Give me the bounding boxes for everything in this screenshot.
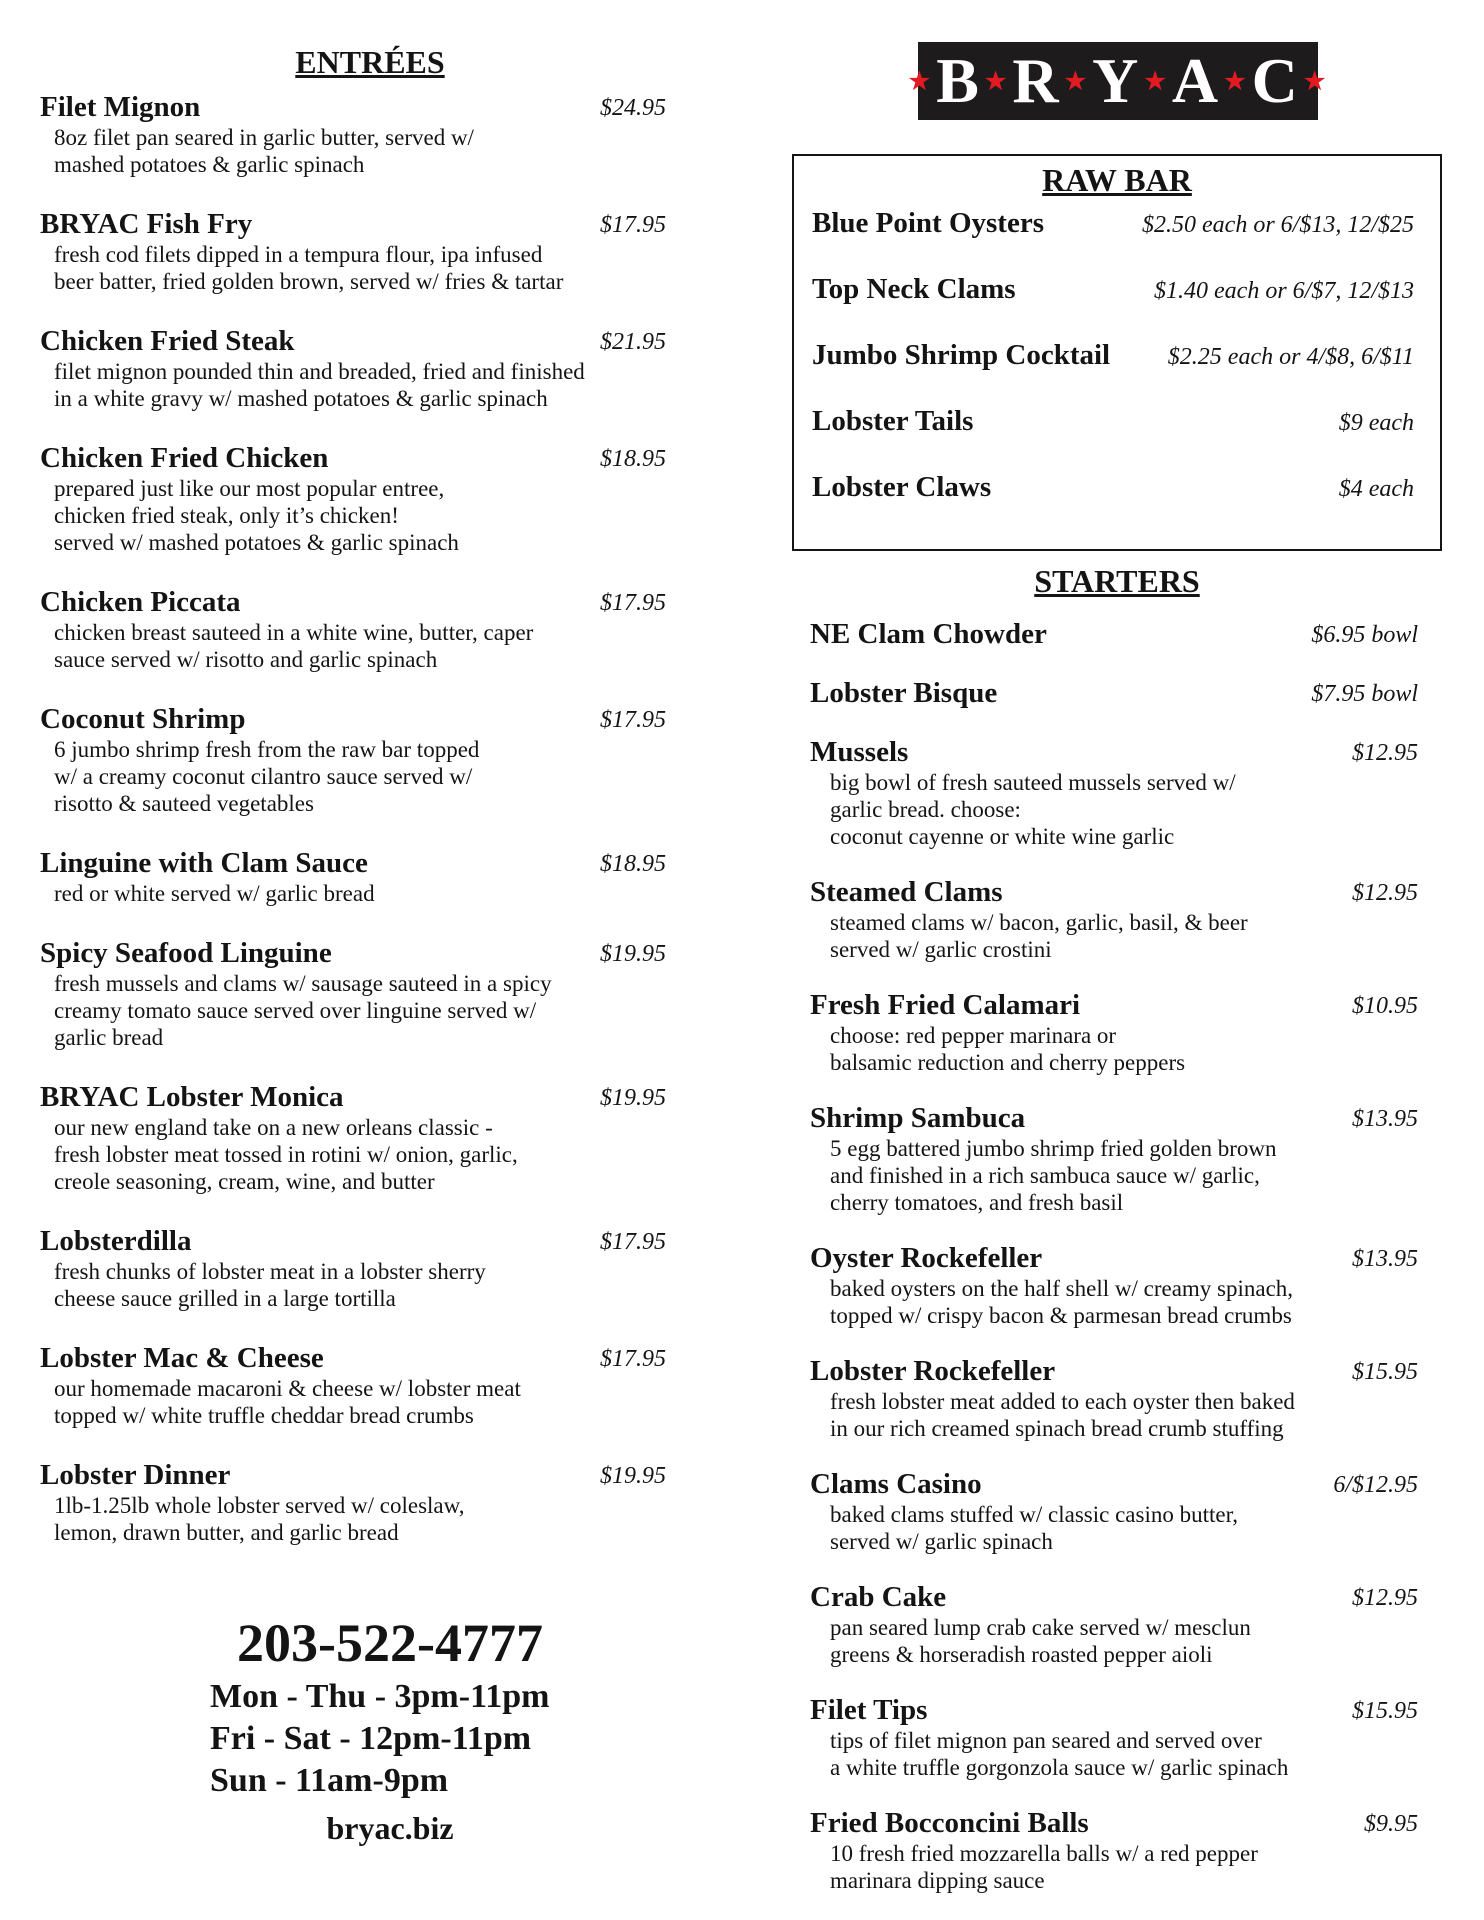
raw-bar-item-name: Jumbo Shrimp Cocktail [812, 339, 1111, 371]
raw-bar-item-price: $1.40 each or 6/$7, 12/$13 [1154, 278, 1414, 304]
raw-bar-item [794, 273, 1440, 339]
menu-item-name: Shrimp Sambuca [810, 1102, 1026, 1134]
menu-item [40, 1225, 700, 1312]
menu-item-description: tips of filet mignon pan seared and served over a white truffle gorgonzola sauce w/ garlic spinach [830, 1728, 1289, 1780]
menu-item-description: baked oysters on the half shell w/ creamy spinach, topped w/ crispy bacon & parmesan bread crumbs [830, 1276, 1294, 1328]
menu-item-price: $19.95 [600, 941, 666, 967]
star-icon: ★ [1303, 68, 1328, 95]
star-icon: ★ [1224, 68, 1248, 95]
menu-item [40, 847, 700, 907]
menu-item-price: $18.95 [600, 446, 666, 472]
starters-heading: STARTERS [1034, 563, 1200, 599]
menu-item [40, 208, 700, 295]
menu-item-name: Oyster Rockefeller [810, 1242, 1043, 1274]
menu-item-price: $17.95 [600, 590, 666, 616]
menu-item [40, 1081, 700, 1195]
menu-item [40, 1459, 700, 1546]
hours-line: Mon - Thu - 3pm-11pm [210, 1678, 550, 1715]
menu-item-name: Fried Bocconcini Balls [810, 1807, 1089, 1839]
menu-item-price: $9.95 [1364, 1811, 1418, 1837]
menu-item-name: BRYAC Lobster Monica [40, 1081, 344, 1113]
raw-bar-heading: RAW BAR [1042, 162, 1192, 198]
menu-item-price: $15.95 [1352, 1359, 1418, 1385]
menu-item-name: Lobster Rockefeller [810, 1355, 1056, 1387]
raw-bar-item [794, 339, 1440, 405]
menu-item-name: Filet Mignon [40, 91, 201, 123]
menu-item-price: $13.95 [1352, 1246, 1418, 1272]
raw-bar-item [794, 405, 1440, 471]
menu-item-description: baked clams stuffed w/ classic casino butter, served w/ garlic spinach [830, 1502, 1239, 1554]
logo-letter: B [936, 45, 981, 116]
menu-item-description: big bowl of fresh sauteed mussels served w/ garlic bread. choose: coconut cayenne or white wine garlic [830, 770, 1236, 849]
menu-item-description: chicken breast sauteed in a white wine, butter, caper sauce served w/ risotto and garlic spinach [54, 620, 534, 672]
menu-item-description: fresh mussels and clams w/ sausage sauteed in a spicy creamy tomato sauce served over linguine served w/ garlic bread [54, 971, 552, 1050]
menu-item-description: 6 jumbo shrimp fresh from the raw bar topped w/ a creamy coconut cilantro sauce served w/ risotto & sauteed vegetables [54, 737, 480, 816]
hours-line: Fri - Sat - 12pm-11pm [210, 1720, 532, 1757]
star-icon: ★ [1144, 68, 1168, 95]
menu-item-price: $17.95 [600, 1346, 666, 1372]
raw-bar-list [794, 207, 1440, 537]
menu-item-description: 8oz filet pan seared in garlic butter, served w/ mashed potatoes & garlic spinach [54, 125, 474, 177]
menu-item [40, 91, 700, 178]
menu-item-description: red or white served w/ garlic bread [54, 881, 375, 906]
menu-item-name: Lobster Bisque [810, 677, 998, 709]
raw-bar-item-name: Blue Point Oysters [812, 207, 1044, 239]
menu-item-description: 10 fresh fried mozzarella balls w/ a red pepper marinara dipping sauce [830, 1841, 1258, 1893]
menu-item [40, 1342, 700, 1429]
entrees-list [40, 91, 700, 1546]
menu-item-price: $18.95 [600, 851, 666, 877]
menu-item-name: Chicken Fried Steak [40, 325, 295, 357]
raw-bar-item-name: Lobster Claws [812, 471, 992, 503]
raw-bar-item-price: $2.50 each or 6/$13, 12/$25 [1142, 212, 1414, 238]
menu-item [792, 1242, 1442, 1329]
menu-item [792, 1694, 1442, 1781]
menu-item [792, 989, 1442, 1076]
menu-item-description: steamed clams w/ bacon, garlic, basil, & beer served w/ garlic crostini [830, 910, 1248, 962]
menu-item-price: $12.95 [1352, 740, 1418, 766]
menu-item-name: Spicy Seafood Linguine [40, 937, 332, 969]
raw-bar-item-price: $4 each [1338, 476, 1414, 502]
menu-item-description: filet mignon pounded thin and breaded, fried and finished in a white gravy w/ mashed potatoes & garlic spinach [54, 359, 585, 411]
menu-item [40, 442, 700, 556]
menu-item [40, 937, 700, 1051]
menu-item-description: our new england take on a new orleans classic - fresh lobster meat tossed in rotini w/ onion, garlic, creole seasoning, cream, wine, and butter [54, 1115, 518, 1194]
raw-bar-item-price: $2.25 each or 4/$8, 6/$11 [1167, 344, 1414, 370]
menu-item-description: fresh chunks of lobster meat in a lobster sherry cheese sauce grilled in a large tortilla [54, 1259, 486, 1311]
entrees-column [40, 44, 700, 1576]
menu-item-description: fresh cod filets dipped in a tempura flour, ipa infused beer batter, fried golden brown, served w/ fries & tartar [54, 242, 564, 294]
logo-letter: A [1171, 45, 1221, 116]
raw-bar-item-name: Lobster Tails [812, 405, 974, 437]
raw-bar-item-name: Top Neck Clams [812, 273, 1016, 305]
menu-item [792, 677, 1442, 710]
menu-item-price: $7.95 bowl [1311, 681, 1418, 707]
logo-letter: R [1012, 45, 1061, 116]
raw-bar-item-price: $9 each [1338, 410, 1414, 436]
star-icon: ★ [984, 68, 1009, 95]
website: bryac.biz [326, 1810, 454, 1846]
menu-item-name: BRYAC Fish Fry [40, 208, 253, 240]
menu-item-description: 1lb-1.25lb whole lobster served w/ coleslaw, lemon, drawn butter, and garlic bread [54, 1493, 465, 1545]
hours-line: Sun - 11am-9pm [210, 1762, 449, 1799]
raw-bar-box [792, 154, 1442, 551]
raw-bar-item [794, 471, 1440, 537]
star-icon: ★ [908, 68, 933, 95]
menu-item-description: fresh lobster meat added to each oyster then baked in our rich creamed spinach bread crumb stuffing [830, 1389, 1295, 1441]
menu-item-name: NE Clam Chowder [810, 618, 1047, 650]
menu-item-description: pan seared lump crab cake served w/ mesclun greens & horseradish roasted pepper aioli [830, 1615, 1251, 1667]
menu-item [792, 1468, 1442, 1555]
menu-item [792, 618, 1442, 651]
menu-item-name: Clams Casino [810, 1468, 982, 1500]
menu-item [792, 1581, 1442, 1668]
right-column [792, 40, 1442, 1920]
menu-item-price: $17.95 [600, 707, 666, 733]
contact-info [190, 1610, 590, 1850]
menu-item-description: our homemade macaroni & cheese w/ lobster meat topped w/ white truffle cheddar bread crumbs [54, 1376, 521, 1428]
menu-item-name: Linguine with Clam Sauce [40, 847, 368, 879]
menu-item-price: $17.95 [600, 1229, 666, 1255]
menu-item-price: 6/$12.95 [1333, 1472, 1418, 1498]
star-icon: ★ [1064, 68, 1089, 95]
menu-item-price: $19.95 [600, 1085, 666, 1111]
starters-list [792, 618, 1442, 1894]
menu-item [792, 1807, 1442, 1894]
menu-item-price: $15.95 [1352, 1698, 1418, 1724]
menu-item-price: $6.95 bowl [1311, 622, 1418, 648]
menu-item-name: Mussels [810, 736, 909, 768]
menu-item-name: Lobsterdilla [40, 1225, 192, 1257]
menu-item-description: choose: red pepper marinara or balsamic reduction and cherry peppers [830, 1023, 1186, 1075]
menu-item-price: $21.95 [600, 329, 666, 355]
phone-number: 203-522-4777 [237, 1613, 543, 1673]
menu-item-name: Lobster Dinner [40, 1459, 231, 1491]
entrees-heading: ENTRÉES [295, 44, 445, 80]
menu-item-description: 5 egg battered jumbo shrimp fried golden brown and finished in a rich sambuca sauce w/ garlic, cherry tomatoes, and fresh basil [830, 1136, 1277, 1215]
logo-letter: Y [1092, 45, 1141, 116]
logo-letter: C [1251, 45, 1300, 116]
menu-item-description: prepared just like our most popular entree, chicken fried steak, only it’s chicken! served w/ mashed potatoes & garlic spinach [54, 476, 459, 555]
menu-item-price: $24.95 [600, 95, 666, 121]
menu-item-price: $13.95 [1352, 1106, 1418, 1132]
menu-item-price: $12.95 [1352, 1585, 1418, 1611]
menu-item [40, 325, 700, 412]
menu-item-name: Filet Tips [810, 1694, 928, 1726]
menu-item-name: Chicken Piccata [40, 586, 241, 618]
raw-bar-item [794, 207, 1440, 273]
menu-item [40, 586, 700, 673]
menu-item-name: Coconut Shrimp [40, 703, 246, 735]
menu-item-name: Lobster Mac & Cheese [40, 1342, 324, 1374]
menu-item-name: Crab Cake [810, 1581, 947, 1613]
menu-item-name: Steamed Clams [810, 876, 1003, 908]
menu-item [792, 1102, 1442, 1216]
menu-item [792, 876, 1442, 963]
menu-item-price: $19.95 [600, 1463, 666, 1489]
menu-item-price: $10.95 [1352, 993, 1418, 1019]
menu-item-price: $17.95 [600, 212, 666, 238]
bryac-logo [908, 42, 1328, 120]
menu-item [40, 703, 700, 817]
menu-item-name: Fresh Fried Calamari [810, 989, 1081, 1021]
menu-item-price: $12.95 [1352, 880, 1418, 906]
menu-item [792, 736, 1442, 850]
menu-item-name: Chicken Fried Chicken [40, 442, 329, 474]
menu-item [792, 1355, 1442, 1442]
